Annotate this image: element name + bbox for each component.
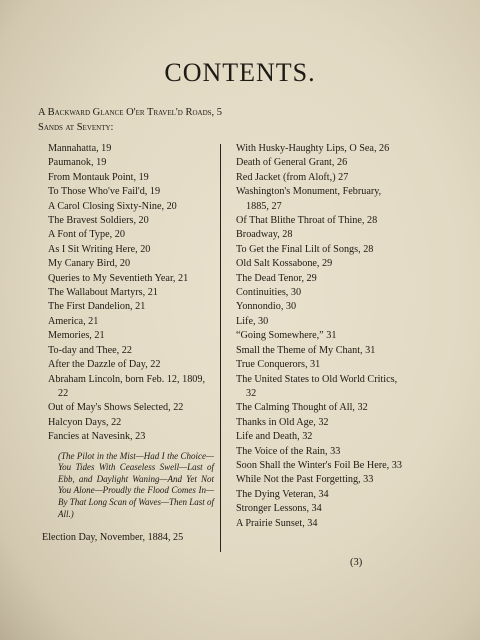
toc-entry: With Husky-Haughty Lips, O Sea, 26 [236,143,390,154]
column-divider [220,144,221,552]
toc-entry: Fancies at Navesink, 23 [48,431,146,443]
toc-entry: After the Dazzle of Day, 22 [48,359,161,371]
toc-entry: Death of General Grant, 26 [236,157,348,169]
toc-entry: While Not the Past Forgetting, 33 [236,474,374,486]
toc-entry: Abraham Lincoln, born Feb. 12, 1809, 22 [48,373,206,399]
toc-entry: The Dying Veteran, 34 [236,488,329,500]
toc-entry: Halcyon Days, 22 [48,416,122,428]
contents-heading-sands-at-seventy: Sands at Seventy: [38,122,114,133]
toc-entry: Yonnondio, 30 [236,301,297,313]
toc-entry: Life, 30 [236,315,269,327]
toc-entry: Paumanok, 19 [48,157,107,169]
toc-entry: Broadway, 28 [236,229,293,241]
toc-entry: From Montauk Point, 19 [48,171,149,183]
toc-entry: A Prairie Sunset, 34 [236,517,318,529]
right-column [236,142,406,531]
toc-entry: Mannahatta, 19 [48,143,112,154]
toc-entry: To Those Who've Fail'd, 19 [48,186,161,198]
contents-heading-backward-glance: A Backward Glance O'er Travel'd Roads, 5 [38,107,223,118]
toc-entry: The Wallabout Martyrs, 21 [48,287,158,299]
toc-entry: Stronger Lessons, 34 [236,503,322,515]
toc-entry: Soon Shall the Winter's Foil Be Here, 33 [236,459,402,471]
toc-entry: America, 21 [48,315,99,327]
toc-entry: True Conquerors, 31 [236,359,321,371]
toc-entry: Queries to My Seventieth Year, 21 [48,272,189,284]
toc-entry: To Get the Final Lilt of Songs, 28 [236,243,374,255]
toc-entry: As I Sit Writing Here, 20 [48,243,151,255]
toc-entry: My Canary Bird, 20 [48,258,131,270]
toc-entry-election-day: Election Day, November, 1884, 25 [42,532,184,543]
toc-entry: The Calming Thought of All, 32 [236,402,368,414]
toc-entry: Thanks in Old Age, 32 [236,416,329,428]
toc-entry: To-day and Thee, 22 [48,344,132,356]
toc-entry: The United States to Old World Critics, 32 [236,373,398,399]
toc-entry: Washington's Monument, February, 1885, 27 [236,186,382,212]
toc-entry: The First Dandelion, 21 [48,301,146,313]
toc-entry: A Carol Closing Sixty-Nine, 20 [48,200,177,212]
toc-entry: The Dead Tenor, 29 [236,272,317,284]
toc-entry: Memories, 21 [48,330,105,342]
toc-entry: “Going Somewhere,” 31 [236,330,337,342]
toc-entry: Red Jacket (from Aloft,) 27 [236,171,349,183]
toc-entry: Old Salt Kossabone, 29 [236,258,333,270]
fancies-subpoems-note: (The Pilot in the Mist—Had I the Choice—You Tides With Ceaseless Swell—Last of Ebb, and Daylight Waning—And Yet Not You Alone—Proudly the Flood Comes In—By That Long Scan of Waves—Then Last of All.) [58,450,214,519]
toc-entry: The Voice of the Rain, 33 [236,445,341,457]
toc-entry: Out of May's Shows Selected, 22 [48,402,184,414]
left-column [48,142,214,520]
page-number: (3) [350,557,363,568]
toc-entry: Of That Blithe Throat of Thine, 28 [236,215,378,227]
toc-entry: Continuities, 30 [236,287,302,299]
toc-entry: The Bravest Soldiers, 20 [48,215,149,227]
toc-entry: Small the Theme of My Chant, 31 [236,344,376,356]
toc-entry: A Font of Type, 20 [48,229,125,241]
toc-entry: Life and Death, 32 [236,431,313,443]
page-title: CONTENTS. [164,58,316,87]
